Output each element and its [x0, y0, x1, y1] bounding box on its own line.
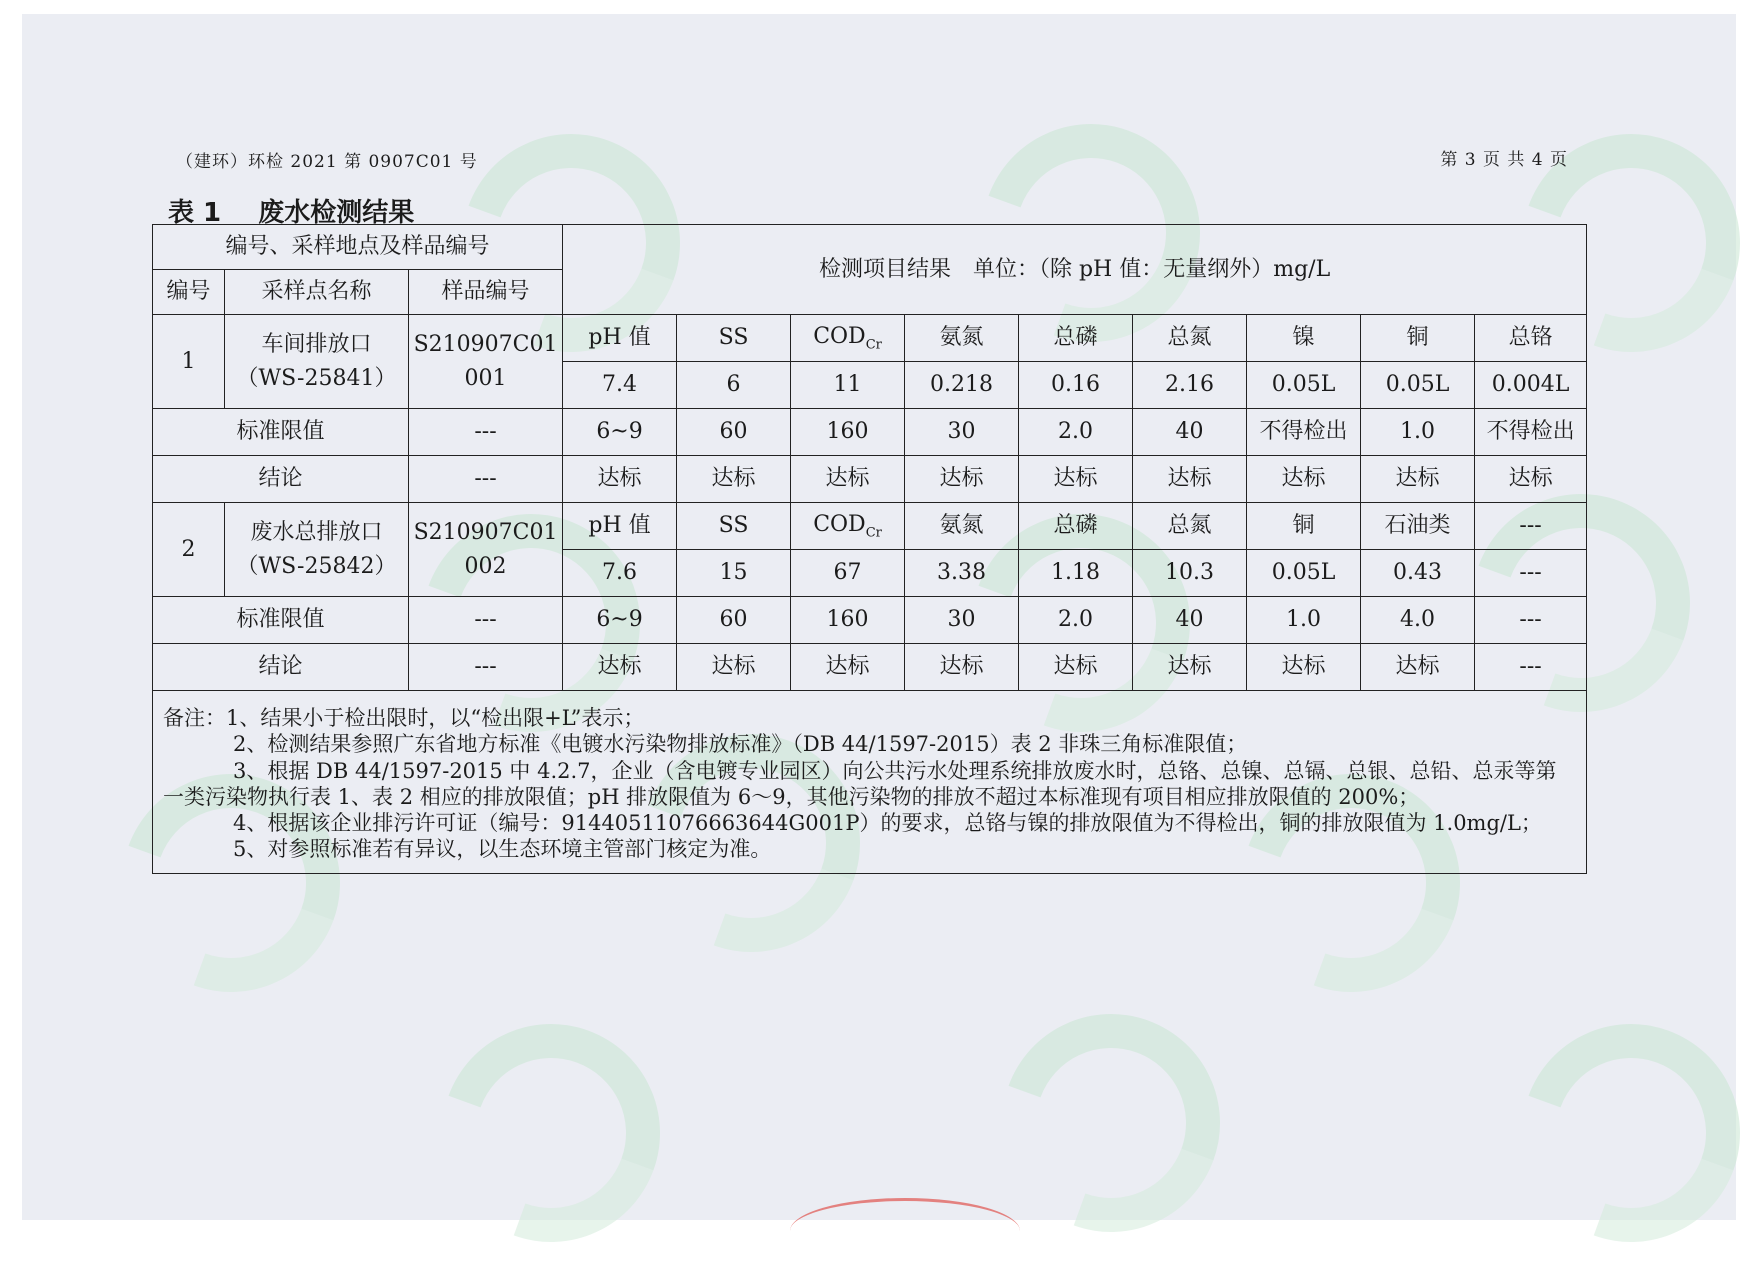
sample-id-main: S210907C01: [413, 520, 558, 545]
conclusion-value: 达标: [677, 644, 791, 691]
limit-value: 60: [677, 409, 791, 456]
site-name: 废水总排放口: [250, 520, 383, 545]
result-value: ---: [1475, 550, 1587, 597]
item-label: 氨氮: [939, 513, 984, 539]
item-name: [563, 503, 677, 550]
result-value: 0.218: [905, 362, 1019, 409]
sample-site: [225, 315, 409, 409]
item-label: 总氮: [1167, 513, 1212, 539]
item-label: 总磷: [1053, 325, 1098, 351]
limit-value: 2.0: [1019, 409, 1133, 456]
limit-value: 30: [905, 409, 1019, 456]
note-1: 备注：1、结果小于检出限时，以“检出限+L”表示；: [163, 706, 645, 730]
header-no: 编号: [153, 270, 225, 315]
limit-row: [153, 409, 1587, 456]
conclusion-dash: ---: [409, 644, 563, 691]
limit-value: 30: [905, 597, 1019, 644]
conclusion-row: [153, 644, 1587, 691]
watermark-logo-icon: [406, 988, 696, 1278]
limit-value: 40: [1133, 409, 1247, 456]
page-number: 第 3 页 共 4 页: [1440, 150, 1568, 170]
item-label: SS: [718, 513, 749, 539]
note-4: 4、根据该企业排污许可证（编号：91440511076663644G001P）的要求，总铬与镍的排放限值为不得检出，铜的排放限值为 1.0mg/L；: [233, 811, 1542, 835]
limit-value: 60: [677, 597, 791, 644]
item-name: [905, 315, 1019, 362]
note-5: 5、对参照标准若有异议，以生态环境主管部门核定为准。: [233, 837, 772, 862]
item-name: [791, 315, 905, 362]
sample-id-main: S210907C01: [413, 332, 558, 357]
limit-label: 标准限值: [153, 597, 409, 644]
conclusion-value: 达标: [791, 456, 905, 503]
result-value: 3.38: [905, 550, 1019, 597]
limit-value: 160: [791, 597, 905, 644]
limit-value: 6~9: [563, 597, 677, 644]
result-value: 15: [677, 550, 791, 597]
result-value: 0.004L: [1475, 362, 1587, 409]
item-name: [1475, 315, 1587, 362]
conclusion-value: 达标: [1019, 456, 1133, 503]
conclusion-value: 达标: [1019, 644, 1133, 691]
result-value: 7.6: [563, 550, 677, 597]
conclusion-value: 达标: [1361, 644, 1475, 691]
header-group-cell: 编号、采样地点及样品编号: [153, 225, 563, 270]
item-label: 总铬: [1508, 325, 1553, 351]
item-label: 石油类: [1384, 513, 1451, 539]
result-value: 0.16: [1019, 362, 1133, 409]
item-name: [677, 315, 791, 362]
item-name: [1133, 503, 1247, 550]
item-label: 镍: [1292, 325, 1315, 351]
limit-value: 不得检出: [1247, 409, 1361, 456]
sample-id-suffix: 002: [464, 553, 507, 579]
result-value: 0.05L: [1247, 362, 1361, 409]
limit-value: 1.0: [1361, 409, 1475, 456]
item-name: [1133, 315, 1247, 362]
item-name: [1361, 315, 1475, 362]
limit-value: 40: [1133, 597, 1247, 644]
limit-label: 标准限值: [153, 409, 409, 456]
item-label: 铜: [1292, 513, 1315, 539]
limit-row: [153, 597, 1587, 644]
cod-subscript: Cr: [865, 525, 882, 541]
cod-subscript: Cr: [865, 337, 882, 353]
conclusion-value: 达标: [677, 456, 791, 503]
site-code: （WS-25842）: [236, 553, 397, 579]
conclusion-value: 达标: [1247, 456, 1361, 503]
item-label: pH 值: [588, 513, 651, 539]
item-label: ---: [1519, 513, 1542, 539]
item-name: [1247, 503, 1361, 550]
conclusion-value: 达标: [563, 644, 677, 691]
conclusion-value: 达标: [1247, 644, 1361, 691]
notes-cell: [153, 691, 1587, 874]
result-value: 6: [677, 362, 791, 409]
conclusion-value: 达标: [1133, 456, 1247, 503]
sample-no: 1: [153, 315, 225, 409]
table-number: 表 1: [168, 198, 222, 228]
item-name: [1475, 503, 1587, 550]
sample-no: 2: [153, 503, 225, 597]
result-value: 0.05L: [1247, 550, 1361, 597]
item-label: 铜: [1406, 325, 1429, 351]
result-value: 0.05L: [1361, 362, 1475, 409]
note-2: 2、检测结果参照广东省地方标准《电镀水污染物排放标准》（DB 44/1597-2015）表 2 非珠三角标准限值；: [233, 732, 1248, 757]
conclusion-value: 达标: [563, 456, 677, 503]
item-name: [1019, 503, 1133, 550]
result-value: 0.43: [1361, 550, 1475, 597]
sample-id-suffix: 001: [464, 365, 507, 391]
item-label: SS: [718, 325, 749, 351]
header-results-cell: 检测项目结果 单位：（除 pH 值：无量纲外）mg/L: [563, 225, 1587, 315]
table-name: 废水检测结果: [258, 198, 415, 228]
item-name: [1247, 315, 1361, 362]
header-site: 采样点名称: [225, 270, 409, 315]
item-label: pH 值: [588, 325, 651, 351]
item-name: [791, 503, 905, 550]
report-number: （建环）环检 2021 第 0907C01 号: [176, 152, 478, 172]
result-value: 10.3: [1133, 550, 1247, 597]
limit-value: 1.0: [1247, 597, 1361, 644]
watermark-logo-icon: [1486, 988, 1754, 1278]
limit-value: 不得检出: [1475, 409, 1587, 456]
conclusion-value: 达标: [1133, 644, 1247, 691]
item-label: COD: [813, 323, 866, 349]
sample-id: [409, 315, 563, 409]
result-value: 7.4: [563, 362, 677, 409]
conclusion-value: 达标: [1361, 456, 1475, 503]
item-name: [1019, 315, 1133, 362]
wastewater-results-table: [152, 224, 1587, 874]
item-label: 总磷: [1053, 513, 1098, 539]
conclusion-value: ---: [1475, 644, 1587, 691]
sample-site: [225, 503, 409, 597]
item-label: COD: [813, 511, 866, 537]
item-name: [905, 503, 1019, 550]
sample-id: [409, 503, 563, 597]
conclusion-row: [153, 456, 1587, 503]
conclusion-value: 达标: [791, 644, 905, 691]
result-value: 67: [791, 550, 905, 597]
site-name: 车间排放口: [261, 332, 372, 357]
limit-dash: ---: [409, 597, 563, 644]
limit-value: 6~9: [563, 409, 677, 456]
result-value: 11: [791, 362, 905, 409]
sample-item-row: [153, 503, 1587, 550]
header-sample: 样品编号: [409, 270, 563, 315]
limit-value: 4.0: [1361, 597, 1475, 644]
conclusion-label: 结论: [153, 456, 409, 503]
sample-item-row: [153, 315, 1587, 362]
limit-value: 160: [791, 409, 905, 456]
site-code: （WS-25841）: [236, 365, 397, 391]
item-name: [563, 315, 677, 362]
limit-value: ---: [1475, 597, 1587, 644]
item-name: [677, 503, 791, 550]
conclusion-value: 达标: [905, 456, 1019, 503]
limit-dash: ---: [409, 409, 563, 456]
limit-value: 2.0: [1019, 597, 1133, 644]
conclusion-dash: ---: [409, 456, 563, 503]
item-name: [1361, 503, 1475, 550]
result-value: 1.18: [1019, 550, 1133, 597]
conclusion-label: 结论: [153, 644, 409, 691]
item-label: 总氮: [1167, 325, 1212, 351]
note-3: 3、根据 DB 44/1597-2015 中 4.2.7，企业（含电镀专业园区）向公共污水处理系统排放废水时，总铬、总镍、总镉、总银、总铅、总汞等第一类污染物执行表 1、表 2 相应的排放限值；pH 排放限值为 6～9，其他污染物的排放不超过本标准现有项目相应排放限值的 200%；: [163, 758, 1557, 809]
item-label: 氨氮: [939, 325, 984, 351]
conclusion-value: 达标: [1475, 456, 1587, 503]
conclusion-value: 达标: [905, 644, 1019, 691]
result-value: 2.16: [1133, 362, 1247, 409]
